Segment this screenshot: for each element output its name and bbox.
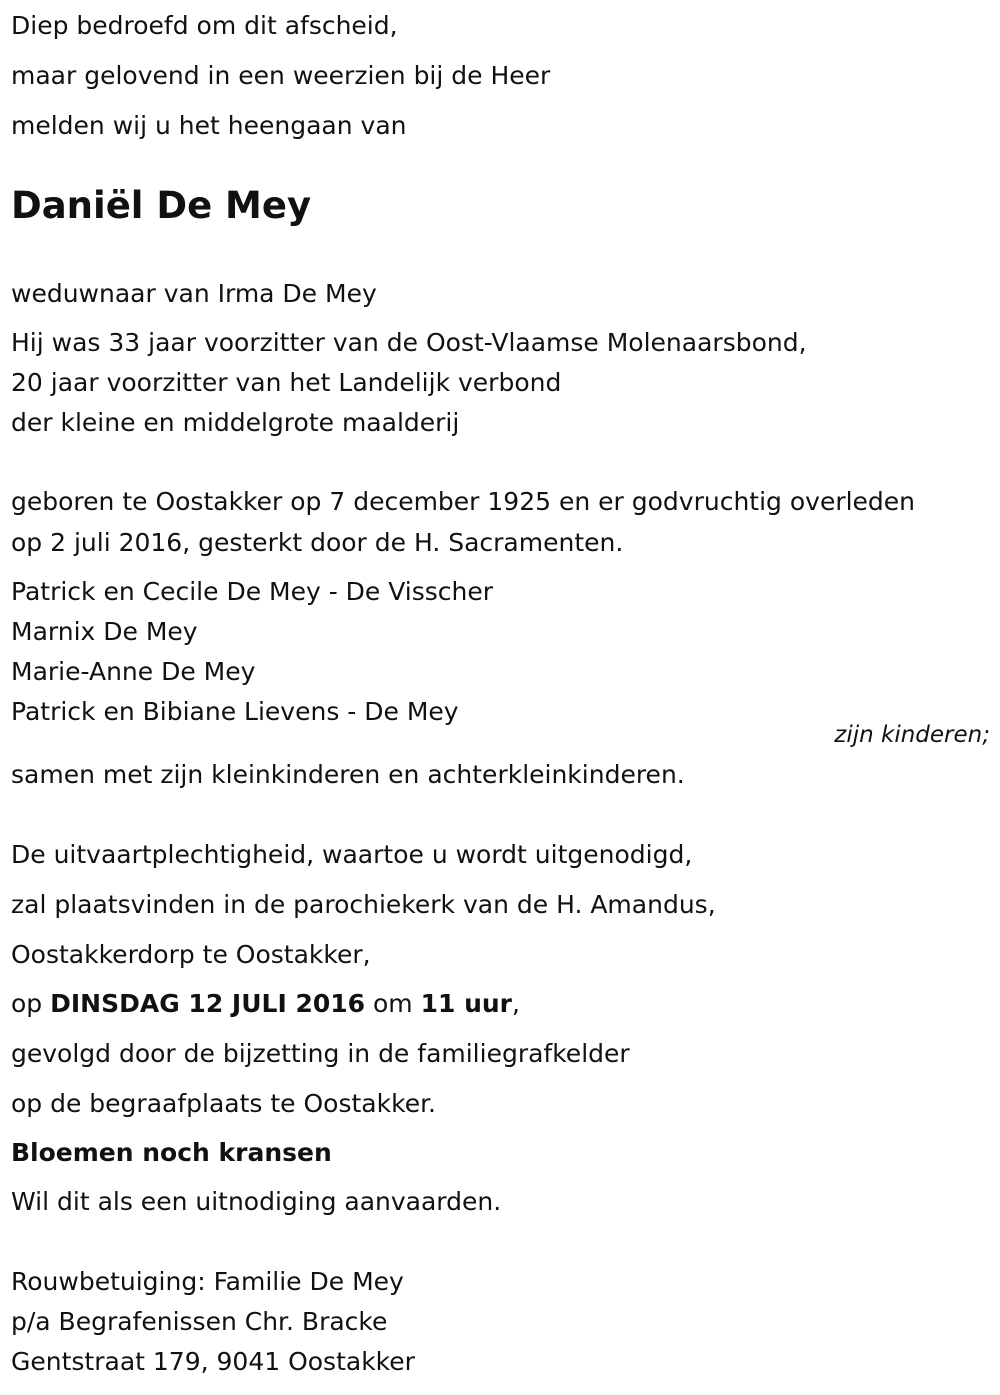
child-line-4: Patrick en Bibiane Lievens - De Mey bbox=[11, 697, 459, 726]
child-line-3: Marie-Anne De Mey bbox=[11, 657, 256, 686]
ceremony-line-2: zal plaatsvinden in de parochiekerk van de H. Amandus, bbox=[11, 890, 716, 919]
bio-line-1: Hij was 33 jaar voorzitter van de Oost-Vlaamse Molenaarsbond, bbox=[11, 328, 807, 357]
ceremony-date-line bbox=[11, 989, 520, 1019]
time-prefix: om bbox=[365, 989, 421, 1018]
invitation-line: Wil dit als een uitnodiging aanvaarden. bbox=[11, 1187, 502, 1216]
date-suffix: , bbox=[512, 989, 520, 1018]
child-line-2: Marnix De Mey bbox=[11, 617, 198, 646]
bio-line-2: 20 jaar voorzitter van het Landelijk verbond bbox=[11, 368, 562, 397]
ceremony-time: 11 uur bbox=[420, 989, 513, 1018]
flowers-line: Bloemen noch kransen bbox=[11, 1138, 332, 1167]
bio-line-3: der kleine en middelgrote maalderij bbox=[11, 408, 460, 437]
ceremony-line-6: op de begraafplaats te Oostakker. bbox=[11, 1089, 436, 1118]
condolence-line-3: Gentstraat 179, 9041 Oostakker bbox=[11, 1347, 415, 1376]
ceremony-date: DINSDAG 12 JULI 2016 bbox=[50, 989, 366, 1018]
deceased-name: Daniël De Mey bbox=[11, 184, 312, 227]
grandchildren-line: samen met zijn kleinkinderen en achterkleinkinderen. bbox=[11, 760, 685, 789]
child-line-1: Patrick en Cecile De Mey - De Visscher bbox=[11, 577, 494, 606]
condolence-line-2: p/a Begrafenissen Chr. Bracke bbox=[11, 1307, 388, 1336]
intro-line-1: Diep bedroefd om dit afscheid, bbox=[11, 11, 398, 40]
intro-line-3: melden wij u het heengaan van bbox=[11, 111, 407, 140]
date-prefix: op bbox=[11, 989, 51, 1018]
children-label: zijn kinderen; bbox=[834, 722, 990, 748]
birth-death-line-2: op 2 juli 2016, gesterkt door de H. Sacramenten. bbox=[11, 528, 624, 557]
ceremony-line-5: gevolgd door de bijzetting in de familiegrafkelder bbox=[11, 1039, 630, 1068]
ceremony-line-3: Oostakkerdorp te Oostakker, bbox=[11, 940, 371, 969]
widower-line: weduwnaar van Irma De Mey bbox=[11, 279, 377, 308]
birth-death-line-1: geboren te Oostakker op 7 december 1925 en er godvruchtig overleden bbox=[11, 487, 916, 516]
intro-line-2: maar gelovend in een weerzien bij de Heer bbox=[11, 61, 551, 90]
condolence-line-1: Rouwbetuiging: Familie De Mey bbox=[11, 1267, 404, 1296]
ceremony-line-1: De uitvaartplechtigheid, waartoe u wordt uitgenodigd, bbox=[11, 840, 693, 869]
